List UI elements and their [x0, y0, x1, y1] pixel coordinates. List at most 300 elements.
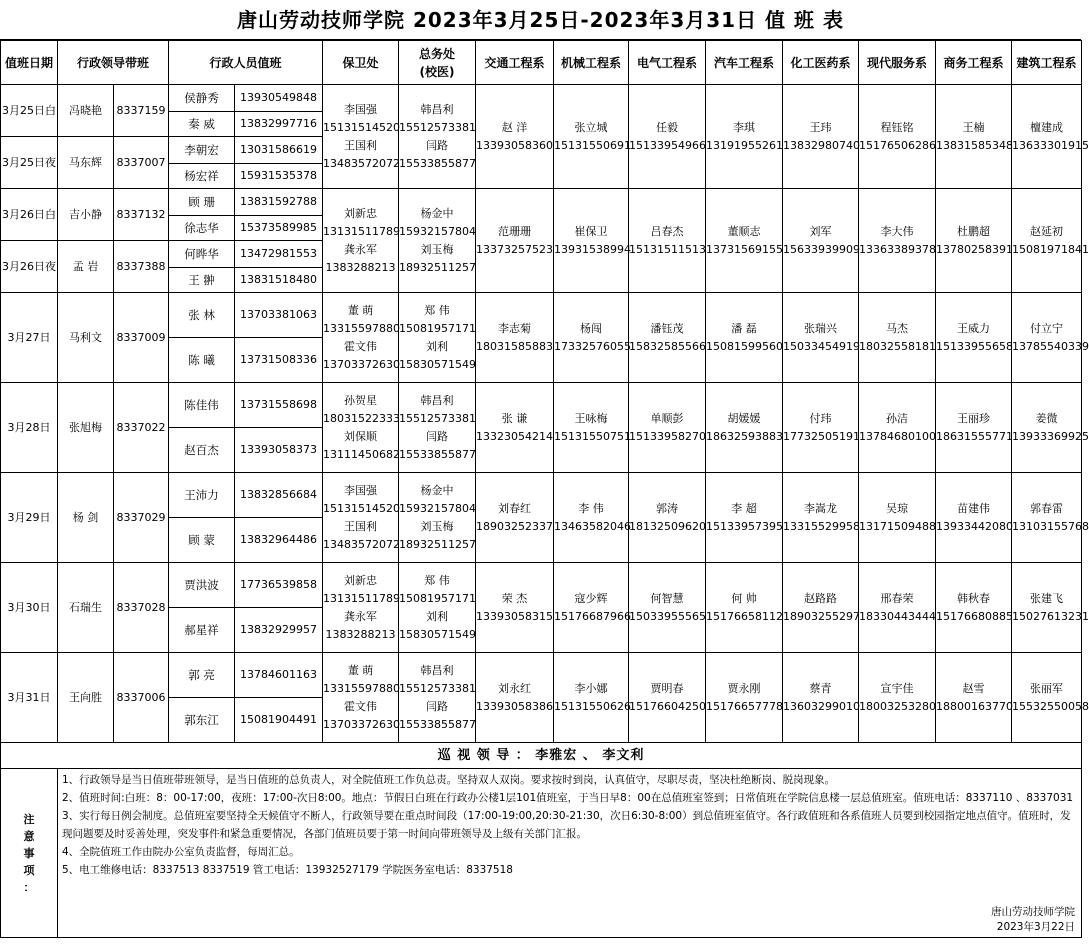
department-duty-line: 韩秋春	[957, 591, 991, 605]
security-office-duty	[323, 293, 399, 383]
department-duty-line: 15081599560	[706, 339, 784, 353]
general-affairs-duty-line: 15533855877	[399, 447, 477, 461]
department-duty	[1012, 85, 1089, 189]
department-duty	[554, 563, 632, 653]
department-duty-line: 18903255297	[783, 609, 861, 623]
department-duty-line: 13373257523	[476, 242, 554, 256]
general-affairs-duty-line: 闫路	[426, 429, 449, 443]
department-duty-line: 赵路路	[804, 591, 838, 605]
staff-phone: 13703381063	[235, 293, 323, 338]
security-duty-line: 13131511789	[323, 224, 401, 238]
column-header: 建筑工程系	[1012, 41, 1082, 85]
department-duty-line: 刘永红	[498, 681, 532, 695]
department-duty	[859, 653, 936, 743]
department-duty-line: 15131511513	[629, 242, 707, 256]
general-affairs-duty-line: 杨金中	[420, 206, 454, 220]
staff-name: 徐志华	[169, 216, 235, 241]
note-item: 1、行政领导是当日值班带班领导，是当日值班的总负责人，对全院值班工作负总责。坚持双人双岗。要求按时到岗，认真值守，尽职尽责，坚决杜绝断岗、脱岗现象。	[62, 774, 836, 786]
header-row	[1, 41, 1082, 85]
security-duty-line: 王国利	[344, 138, 378, 152]
department-duty	[1012, 293, 1089, 383]
column-header: 商务工程系	[936, 41, 1012, 85]
general-affairs-duty-line: 15830571549	[399, 627, 477, 641]
staff-phone: 13731558698	[235, 383, 323, 428]
security-office-duty	[323, 189, 399, 293]
department-duty	[1012, 563, 1089, 653]
department-duty	[936, 293, 1012, 383]
department-duty-line: 13933369925	[1012, 429, 1089, 443]
note-item: 3、实行每日例会制度。总值班室要坚持全天候值守不断人，行政领导要在重点时间段（17:00-19:00,20:30-21:30，次日6:30-8:00）到总值班室值守。各行政值班和各系值班人员要到校园指定地点值守。值班时，发现问题要及时妥善处理，突发事件和紧急重要情况，各部门值班员要于第一时间向带班领导及上级有关部门汇报。	[62, 810, 1071, 840]
general-affairs-duty-line: 15081957171	[399, 591, 477, 605]
general-affairs-duty-line: 杨金中	[420, 483, 454, 497]
security-office-duty	[323, 563, 399, 653]
leader-name: 马利文	[58, 293, 114, 383]
department-duty-line: 崔保卫	[574, 224, 608, 238]
leader-phone: 8337029	[114, 473, 169, 563]
department-duty	[706, 85, 783, 189]
security-duty-line: 李国强	[344, 483, 378, 497]
department-duty-line: 17732505191	[783, 429, 861, 443]
department-duty-line: 贾永刚	[727, 681, 761, 695]
column-header: 行政领导带班	[58, 41, 169, 85]
department-duty-line: 李琪	[733, 120, 756, 134]
department-duty	[783, 473, 859, 563]
duty-date: 3月29日	[1, 473, 58, 563]
staff-phone: 13393058373	[235, 428, 323, 473]
department-duty	[859, 293, 936, 383]
department-duty-line: 潘 磊	[731, 321, 757, 335]
department-duty	[629, 383, 706, 473]
department-duty	[1012, 189, 1089, 293]
department-duty-line: 张瑞兴	[804, 321, 838, 335]
staff-name: 王 翀	[169, 268, 235, 293]
department-duty	[859, 383, 936, 473]
department-duty-line: 13731569155	[706, 242, 784, 256]
department-duty-line: 王楠	[962, 120, 985, 134]
general-affairs-duty-line: 韩昌利	[420, 102, 454, 116]
duty-date: 3月31日	[1, 653, 58, 743]
department-duty	[936, 189, 1012, 293]
security-office-duty	[323, 653, 399, 743]
duty-row	[1, 653, 1082, 698]
department-duty-line: 张 谦	[501, 411, 528, 425]
general-affairs-duty	[399, 473, 476, 563]
patrol-leaders: 巡 视 领 导 ： 李雅宏 、 李文利	[1, 743, 1082, 769]
column-header: 行政人员值班	[169, 41, 323, 85]
duty-date: 3月25日白	[1, 85, 58, 137]
department-duty-line: 15033454919	[783, 339, 861, 353]
leader-phone: 8337388	[114, 241, 169, 293]
department-duty	[783, 189, 859, 293]
staff-name: 张 林	[169, 293, 235, 338]
general-affairs-duty	[399, 563, 476, 653]
department-duty	[629, 293, 706, 383]
general-affairs-duty-line: 15830571549	[399, 357, 477, 371]
general-affairs-duty-line: 15512573381	[399, 411, 477, 425]
department-duty-line: 李大伟	[880, 224, 914, 238]
department-duty-line: 宣宇佳	[880, 681, 914, 695]
general-affairs-duty	[399, 293, 476, 383]
staff-phone: 13832964486	[235, 518, 323, 563]
department-duty	[554, 653, 632, 743]
security-office-duty	[323, 383, 399, 473]
department-duty-line: 13832980740	[783, 138, 861, 152]
general-affairs-duty-line: 刘玉梅	[420, 242, 454, 256]
department-duty-line: 13323054214	[476, 429, 554, 443]
security-duty-line: 龚永军	[344, 242, 378, 256]
general-affairs-duty-line: 15533855877	[399, 717, 477, 731]
security-duty-line: 13131511789	[323, 591, 401, 605]
department-duty	[629, 473, 706, 563]
staff-name: 郝星祥	[169, 608, 235, 653]
general-affairs-duty-line: 15512573381	[399, 120, 477, 134]
column-header: 电气工程系	[629, 41, 706, 85]
security-duty-line: 15131514520	[323, 501, 401, 515]
staff-name: 王沛力	[169, 473, 235, 518]
duty-row	[1, 293, 1082, 338]
staff-phone: 13472981553	[235, 241, 323, 268]
department-duty-line: 何 帅	[731, 591, 757, 605]
duty-row	[1, 473, 1082, 518]
leader-phone: 8337132	[114, 189, 169, 241]
department-duty-line: 17332576055	[554, 339, 632, 353]
department-duty-line: 马杰	[886, 321, 909, 335]
duty-roster-table	[0, 40, 1089, 938]
general-affairs-duty-line: 郑 伟	[424, 303, 450, 317]
department-duty-line: 邢春荣	[880, 591, 914, 605]
general-affairs-duty-line: 闫路	[426, 699, 449, 713]
staff-phone: 15931535378	[235, 164, 323, 189]
staff-name: 杨宏祥	[169, 164, 235, 189]
department-duty-line: 李 超	[731, 501, 757, 515]
staff-name: 陈 曦	[169, 338, 235, 383]
department-duty-line: 范珊珊	[498, 224, 532, 238]
department-duty-line: 张建飞	[1030, 591, 1064, 605]
department-duty	[783, 653, 859, 743]
department-duty	[936, 85, 1012, 189]
notes-row	[1, 769, 1082, 938]
department-duty-line: 13191955261	[706, 138, 784, 152]
security-duty-line: 13111450682	[323, 447, 401, 461]
department-duty-line: 13393058360	[476, 138, 554, 152]
leader-name: 冯晓艳	[58, 85, 114, 137]
department-duty-line: 贾明春	[650, 681, 684, 695]
general-affairs-duty-line: 刘利	[426, 339, 449, 353]
security-duty-line: 13315597880	[323, 321, 401, 335]
staff-phone: 13784601163	[235, 653, 323, 698]
staff-phone: 13031586619	[235, 137, 323, 164]
duty-row	[1, 189, 1082, 216]
department-duty-line: 15081971841	[1012, 242, 1089, 256]
department-duty-line: 15133958270	[629, 429, 707, 443]
department-duty-line: 15832585566	[629, 339, 707, 353]
security-duty-line: 董 萌	[347, 663, 374, 677]
department-duty-line: 李嵩龙	[804, 501, 838, 515]
staff-phone: 13832856684	[235, 473, 323, 518]
leader-name: 石瑞生	[58, 563, 114, 653]
column-header: 机械工程系	[554, 41, 629, 85]
department-duty	[554, 293, 632, 383]
department-duty	[783, 293, 859, 383]
department-duty	[476, 293, 554, 383]
department-duty-line: 13393058386	[476, 699, 554, 713]
department-duty-line: 李 伟	[578, 501, 604, 515]
security-duty-line: 13703372630	[323, 717, 401, 731]
staff-phone: 13832929957	[235, 608, 323, 653]
department-duty-line: 15633939909	[783, 242, 861, 256]
department-duty-line: 13603299010	[783, 699, 861, 713]
security-duty-line: 孙贺星	[344, 393, 378, 407]
staff-name: 顾 珊	[169, 189, 235, 216]
department-duty	[554, 383, 632, 473]
department-duty-line: 18632593883	[706, 429, 784, 443]
department-duty-line: 13784680100	[859, 429, 937, 443]
department-duty	[859, 85, 936, 189]
department-duty-line: 15131550691	[554, 138, 632, 152]
department-duty-line: 15532550058	[1012, 699, 1089, 713]
staff-name: 秦 威	[169, 112, 235, 137]
department-duty-line: 13363389378	[859, 242, 937, 256]
general-affairs-duty-line: 15081957171	[399, 321, 477, 335]
department-duty-line: 姜微	[1035, 411, 1058, 425]
department-duty	[783, 85, 859, 189]
department-duty	[629, 653, 706, 743]
staff-name: 顾 蒙	[169, 518, 235, 563]
security-duty-line: 13483572072	[323, 156, 401, 170]
department-duty-line: 18330443444	[859, 609, 937, 623]
department-duty-line: 何智慧	[650, 591, 684, 605]
security-duty-line: 李国强	[344, 102, 378, 116]
general-affairs-duty	[399, 85, 476, 189]
department-duty	[936, 653, 1012, 743]
department-duty-line: 13785540339	[1012, 339, 1089, 353]
department-duty	[706, 563, 783, 653]
duty-date: 3月27日	[1, 293, 58, 383]
department-duty-line: 15176680885	[936, 609, 1014, 623]
department-duty	[476, 563, 554, 653]
column-header: 交通工程系	[476, 41, 554, 85]
department-duty	[859, 473, 936, 563]
duty-date: 3月25日夜	[1, 137, 58, 189]
department-duty-line: 郭涛	[656, 501, 679, 515]
department-duty-line: 王咏梅	[574, 411, 608, 425]
staff-phone: 13930549848	[235, 85, 323, 112]
department-duty-line: 18132509620	[629, 519, 707, 533]
column-header: 汽车工程系	[706, 41, 783, 85]
note-item: 5、电工维修电话：8337513 8337519 管工电话：13932527179 学院医务室电话：8337518	[62, 864, 513, 876]
department-duty-line: 18631555771	[936, 429, 1014, 443]
department-duty	[1012, 473, 1089, 563]
department-duty	[1012, 383, 1089, 473]
department-duty-line: 18003253280	[859, 699, 937, 713]
department-duty-line: 刘春红	[498, 501, 532, 515]
signature-org: 唐山劳动技师学院	[991, 906, 1076, 918]
department-duty-line: 13463582046	[554, 519, 632, 533]
staff-name: 贾洪波	[169, 563, 235, 608]
department-duty-line: 18032558181	[859, 339, 937, 353]
department-duty-line: 李志菊	[498, 321, 532, 335]
department-duty	[554, 85, 632, 189]
department-duty-line: 赵延初	[1030, 224, 1064, 238]
staff-name: 侯静秀	[169, 85, 235, 112]
duty-date: 3月28日	[1, 383, 58, 473]
department-duty	[936, 383, 1012, 473]
staff-phone: 17736539858	[235, 563, 323, 608]
department-duty-line: 13315529958	[783, 519, 861, 533]
note-item: 4、全院值班工作由院办公室负责监督，每周汇总。	[62, 846, 300, 858]
department-duty-line: 13171509488	[859, 519, 937, 533]
department-duty	[936, 473, 1012, 563]
department-duty	[783, 563, 859, 653]
security-duty-line: 13315597880	[323, 681, 401, 695]
page-title: 唐山劳动技师学院 2023年3月25日-2023年3月31日 值 班 表	[0, 0, 1081, 40]
department-duty-line: 苗建伟	[957, 501, 991, 515]
department-duty	[476, 653, 554, 743]
notes-label: 注 意 事 项 ：	[1, 769, 58, 938]
department-duty-line: 郭春雷	[1030, 501, 1064, 515]
department-duty-line: 胡媛媛	[727, 411, 761, 425]
note-item: 2、值班时间:白班：8：00-17:00，夜班：17:00-次日8:00。地点：节假日白班在行政办公楼1层101值班室，于当日早8：00在总值班室签到；日常值班在学院信息楼一层总值班室。值班电话：8337110 、8337031	[62, 792, 1074, 804]
general-affairs-duty	[399, 653, 476, 743]
department-duty-line: 杨闯	[580, 321, 603, 335]
department-duty-line: 赵雪	[962, 681, 985, 695]
department-duty	[476, 473, 554, 563]
leader-name: 王向胜	[58, 653, 114, 743]
staff-name: 赵百杰	[169, 428, 235, 473]
department-duty-line: 13103155768	[1012, 519, 1089, 533]
department-duty-line: 任毅	[656, 120, 679, 134]
leader-phone: 8337159	[114, 85, 169, 137]
security-office-duty	[323, 85, 399, 189]
security-duty-line: 15131514520	[323, 120, 401, 134]
department-duty-line: 13633301915	[1012, 138, 1089, 152]
department-duty	[476, 383, 554, 473]
security-duty-line: 刘保顺	[344, 429, 378, 443]
duty-row	[1, 85, 1082, 112]
department-duty	[706, 383, 783, 473]
department-duty	[554, 189, 632, 293]
security-duty-line: 刘新忠	[344, 573, 378, 587]
department-duty-line: 刘军	[809, 224, 832, 238]
general-affairs-duty-line: 18932511257	[399, 260, 477, 274]
department-duty	[706, 653, 783, 743]
department-duty-line: 15176657778	[706, 699, 784, 713]
general-affairs-duty-line: 闫路	[426, 138, 449, 152]
security-duty-line: 1383288213	[325, 627, 396, 641]
department-duty-line: 王丽珍	[957, 411, 991, 425]
department-duty-line: 潘钰茂	[650, 321, 684, 335]
department-duty-line: 李小娜	[574, 681, 608, 695]
department-duty-line: 单顺彭	[650, 411, 684, 425]
staff-name: 郭 亮	[169, 653, 235, 698]
department-duty-line: 孙洁	[886, 411, 909, 425]
duty-date: 3月26日白	[1, 189, 58, 241]
general-affairs-duty-line: 韩昌利	[420, 663, 454, 677]
department-duty-line: 13931538994	[554, 242, 632, 256]
general-affairs-duty-line: 18932511257	[399, 537, 477, 551]
staff-phone: 15373589985	[235, 216, 323, 241]
security-duty-line: 龚永军	[344, 609, 378, 623]
department-duty-line: 蔡青	[809, 681, 832, 695]
notes-body	[58, 769, 1082, 938]
department-duty-line: 王玮	[809, 120, 832, 134]
security-duty-line: 1383288213	[325, 260, 396, 274]
leader-name: 杨 剑	[58, 473, 114, 563]
department-duty-line: 15133955658	[936, 339, 1014, 353]
staff-name: 李朝宏	[169, 137, 235, 164]
department-duty	[859, 563, 936, 653]
leader-phone: 8337007	[114, 137, 169, 189]
department-duty-line: 15131550626	[554, 699, 632, 713]
general-affairs-duty-line: 15533855877	[399, 156, 477, 170]
duty-row	[1, 563, 1082, 608]
department-duty	[476, 189, 554, 293]
staff-name: 郭东江	[169, 698, 235, 743]
department-duty-line: 吕春杰	[650, 224, 684, 238]
department-duty	[706, 473, 783, 563]
staff-name: 何晔华	[169, 241, 235, 268]
department-duty-line: 15176506286	[859, 138, 937, 152]
security-duty-line: 董 萌	[347, 303, 374, 317]
general-affairs-duty-line: 15512573381	[399, 681, 477, 695]
signature-date: 2023年3月22日	[996, 921, 1076, 933]
column-header: 现代服务系	[859, 41, 936, 85]
department-duty	[629, 189, 706, 293]
department-duty-line: 付玮	[809, 411, 832, 425]
department-duty-line: 15131550751	[554, 429, 632, 443]
column-header: 值班日期	[1, 41, 58, 85]
general-affairs-duty-line: 郑 伟	[424, 573, 450, 587]
staff-phone: 13731508336	[235, 338, 323, 383]
department-duty	[554, 473, 632, 563]
duty-date: 3月30日	[1, 563, 58, 653]
department-duty-line: 荣 杰	[501, 591, 528, 605]
department-duty-line: 付立宁	[1030, 321, 1064, 335]
security-duty-line: 王国利	[344, 519, 378, 533]
department-duty-line: 13933442080	[936, 519, 1014, 533]
department-duty-line: 赵 洋	[501, 120, 528, 134]
department-duty-line: 程钰铭	[880, 120, 914, 134]
general-affairs-duty-line: 韩昌利	[420, 393, 454, 407]
security-duty-line: 霍文伟	[344, 699, 378, 713]
column-header: 保卫处	[323, 41, 399, 85]
general-affairs-duty	[399, 383, 476, 473]
patrol-row	[1, 743, 1082, 769]
security-duty-line: 13483572072	[323, 537, 401, 551]
department-duty-line: 张丽军	[1030, 681, 1064, 695]
department-duty-line: 杜鹏超	[957, 224, 991, 238]
department-duty-line: 18031585883	[476, 339, 554, 353]
security-duty-line: 刘新忠	[344, 206, 378, 220]
leader-name: 吉小静	[58, 189, 114, 241]
department-duty-line: 15176687966	[554, 609, 632, 623]
department-duty-line: 15033955565	[629, 609, 707, 623]
general-affairs-duty-line: 15932157804	[399, 224, 477, 238]
department-duty-line: 13393058315	[476, 609, 554, 623]
staff-phone: 13831592788	[235, 189, 323, 216]
security-office-duty	[323, 473, 399, 563]
department-duty-line: 18800163770	[936, 699, 1014, 713]
leader-phone: 8337028	[114, 563, 169, 653]
staff-name: 陈佳伟	[169, 383, 235, 428]
department-duty	[783, 383, 859, 473]
duty-row	[1, 383, 1082, 428]
security-duty-line: 霍文伟	[344, 339, 378, 353]
department-duty-line: 13831585348	[936, 138, 1014, 152]
leader-phone: 8337009	[114, 293, 169, 383]
department-duty-line: 吴琼	[886, 501, 909, 515]
department-duty	[476, 85, 554, 189]
